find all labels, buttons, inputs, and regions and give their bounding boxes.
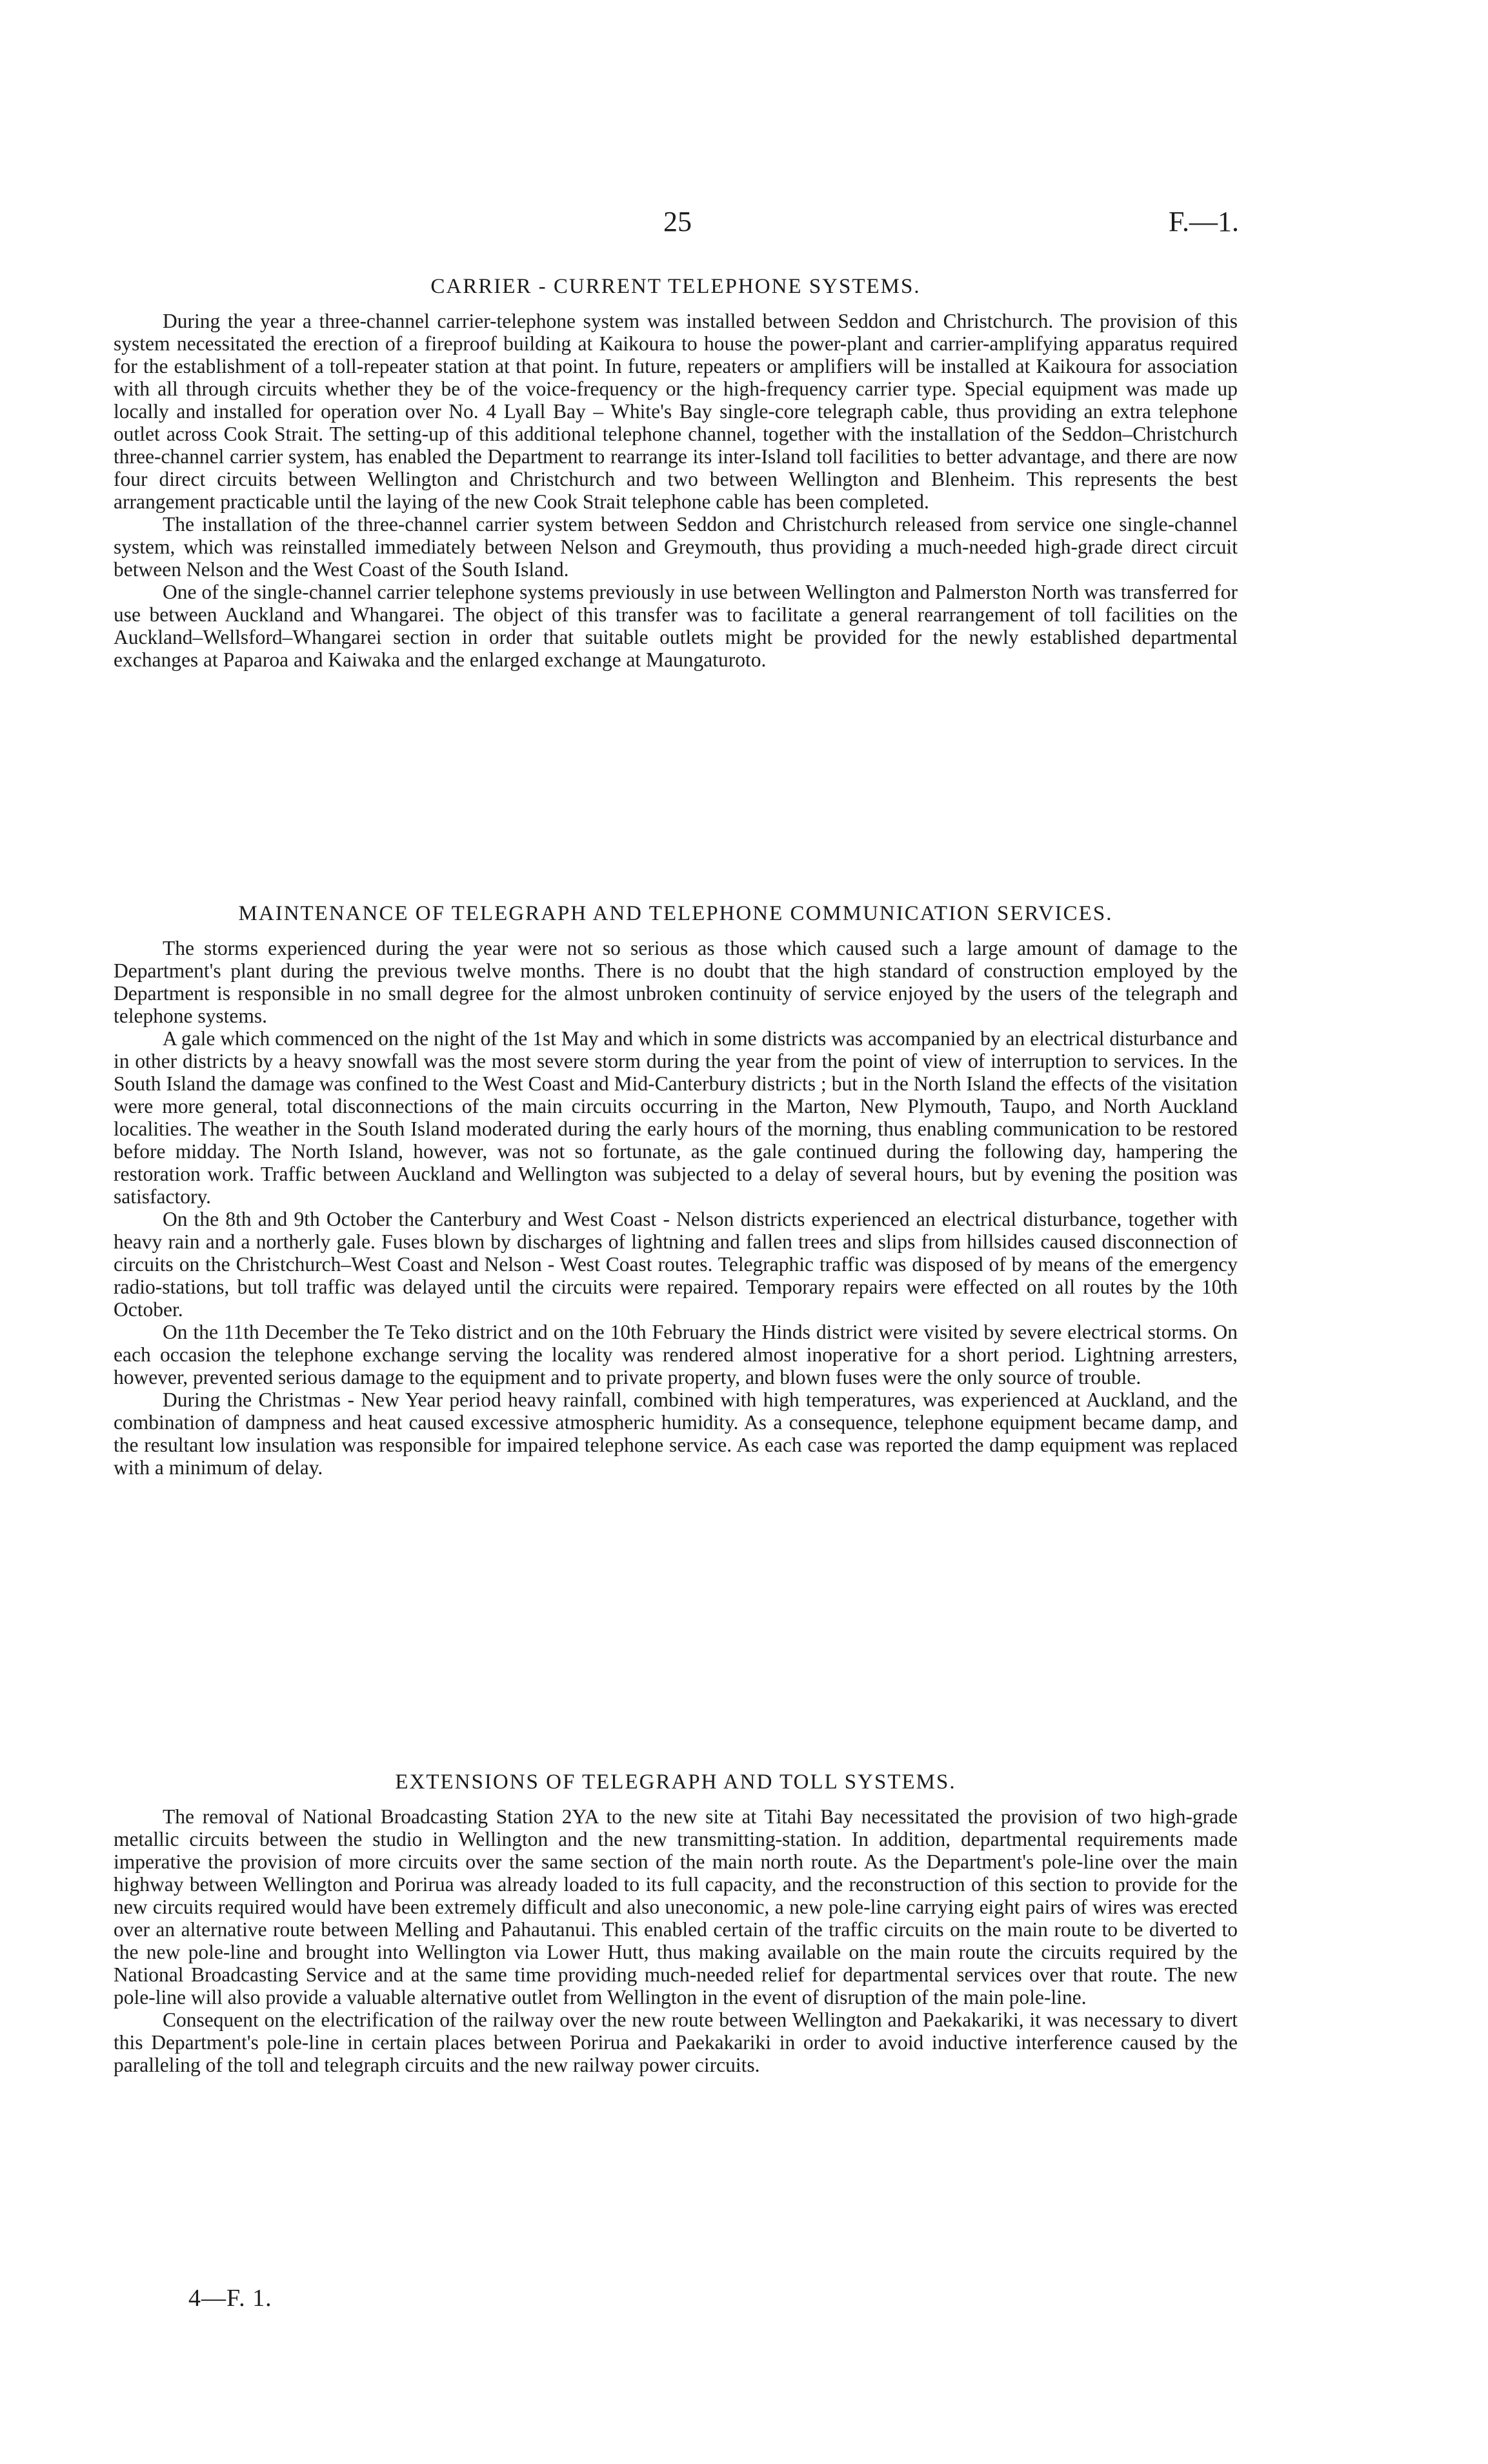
document-reference: F.—1. — [1169, 206, 1239, 237]
section-heading: EXTENSIONS OF TELEGRAPH AND TOLL SYSTEMS. — [395, 1770, 956, 1794]
paragraph: The storms experienced during the year were not so serious as those which caused such a large amount of damage to the Department's plant during the previous twelve months. There is no doubt that the high standard of construction employed by the Department is responsible in no small degree for the almost unbroken continuity of service enjoyed by the users of the telegraph and telephone systems. — [114, 937, 1238, 1027]
paragraph: One of the single-channel carrier telephone systems previously in use between Wellington and Palmerston North was transferred for use between Auckland and Whangarei. The object of this transfer was to facilitate a general rearrangement of toll facilities on the Auckland–Wellsford–Whangarei section in order that suitable outlets might be provided for the newly established departmental exchanges at Paparoa and Kaiwaka and the enlarged exchange at Maungaturoto. — [114, 581, 1238, 671]
paragraph: A gale which commenced on the night of the 1st May and which in some districts was accompanied by an electrical disturbance and in other districts by a heavy snowfall was the most severe storm during the year from the point of view of interruption to services. In the South Island the damage was confined to the West Coast and Mid-Canterbury districts ; but in the North Island the effects of the visitation were more general, total disconnections of the main circuits occurring in the Marton, New Plymouth, Taupo, and North Auckland localities. The weather in the South Island moderated during the early hours of the morning, thus enabling communication to be restored before midday. The North Island, however, was not so fortunate, as the gale continued during the following day, hampering the restoration work. Traffic between Auckland and Wellington was subjected to a delay of several hours, but by evening the position was satisfactory. — [114, 1027, 1238, 1208]
signature-mark: 4—F. 1. — [188, 2285, 272, 2312]
paragraph: During the Christmas - New Year period heavy rainfall, combined with high temperatures, was experienced at Auckland, and the combination of dampness and heat caused excessive atmospheric humidity. As a consequence, telephone equipment became damp, and the resultant low insulation was responsible for impaired telephone service. As each case was reported the damp equipment was replaced with a minimum of delay. — [114, 1388, 1238, 1479]
paragraph: During the year a three-channel carrier-telephone system was installed between Seddon and Christchurch. The provision of this system necessitated the erection of a fireproof building at Kaikoura to house the power-plant and carrier-amplifying apparatus required for the establishment of a toll-repeater station at that point. In future, repeaters or amplifiers will be installed at Kaikoura for association with all through circuits whether they be of the voice-frequency or the high-frequency carrier type. Special equipment was made up locally and installed for operation over No. 4 Lyall Bay – White's Bay single-core telegraph cable, thus providing an extra telephone outlet across Cook Strait. The setting-up of this additional telephone channel, together with the installation of the Seddon–Christchurch three-channel carrier system, has enabled the Department to rearrange its inter-Island toll facilities to better advantage, and there are now four direct circuits between Wellington and Christchurch and two between Wellington and Blenheim. This represents the best arrangement practicable until the laying of the new Cook Strait telephone cable has been completed. — [114, 310, 1238, 513]
section-heading: MAINTENANCE OF TELEGRAPH AND TELEPHONE COMMUNICATION SERVICES. — [238, 902, 1113, 925]
section-extensions — [114, 1767, 1238, 2076]
section-heading: CARRIER - CURRENT TELEPHONE SYSTEMS. — [430, 275, 921, 298]
paragraph: On the 8th and 9th October the Canterbury and West Coast - Nelson districts experienced an electrical disturbance, together with heavy rain and a northerly gale. Fuses blown by discharges of lightning and fallen trees and slips from hillsides caused disconnection of circuits on the Christchurch–West Coast and Nelson - West Coast routes. Telegraphic traffic was disposed of by means of the emergency radio-stations, but toll traffic was delayed until the circuits were repaired. Temporary repairs were effected on all routes by the 10th October. — [114, 1208, 1238, 1321]
paragraph: The installation of the three-channel carrier system between Seddon and Christchurch released from service one single-channel system, which was reinstalled immediately between Nelson and Greymouth, thus providing a much-needed high-grade direct circuit between Nelson and the West Coast of the South Island. — [114, 513, 1238, 581]
section-maintenance — [114, 898, 1238, 1479]
paragraph: On the 11th December the Te Teko district and on the 10th February the Hinds district were visited by severe electrical storms. On each occasion the telephone exchange serving the locality was rendered almost inoperative for a short period. Lightning arresters, however, prevented serious damage to the equipment and to private property, and blown fuses were the only source of trouble. — [114, 1321, 1238, 1388]
section-carrier-current — [114, 271, 1238, 671]
paragraph: Consequent on the electrification of the railway over the new route between Wellington and Paekakariki, it was necessary to divert this Department's pole-line in certain places between Porirua and Paekakariki in order to avoid inductive interference caused by the paralleling of the toll and telegraph circuits and the new railway power circuits. — [114, 2008, 1238, 2076]
paragraph: The removal of National Broadcasting Station 2YA to the new site at Titahi Bay necessitated the provision of two high-grade metallic circuits between the studio in Wellington and the new transmitting-station. In addition, departmental requirements made imperative the provision of more circuits over the same section of the main north route. As the Department's pole-line over the main highway between Wellington and Porirua was already loaded to its full capacity, and the reconstruction of this section to provide for the new circuits required would have been extremely difficult and also uneconomic, a new pole-line carrying eight pairs of wires was erected over an alternative route between Melling and Pahautanui. This enabled certain of the traffic circuits on the main route to be diverted to the new pole-line and brought into Wellington via Lower Hutt, thus making available on the main route the circuits required by the National Broadcasting Service and at the same time providing much-needed relief for departmental services over that route. The new pole-line will also provide a valuable alternative outlet from Wellington in the event of disruption of the main pole-line. — [114, 1805, 1238, 2008]
page-number: 25 — [663, 206, 692, 237]
